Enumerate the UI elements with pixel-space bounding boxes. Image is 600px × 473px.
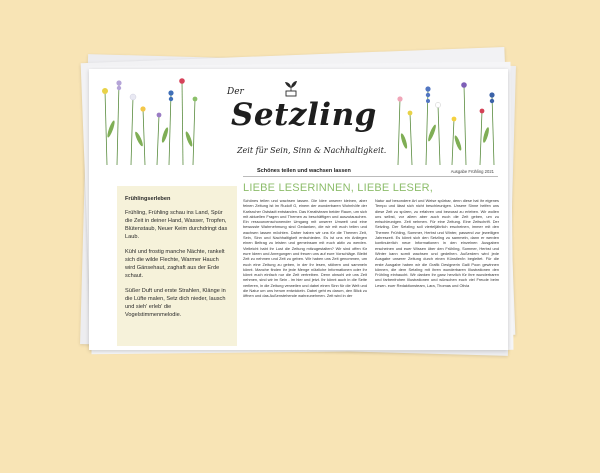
masthead — [89, 69, 508, 165]
header-divider — [243, 176, 498, 177]
setzling-logo — [223, 87, 377, 135]
poem-stanza: Frühling, Frühling schau ins Land, Spür die Zeit in deiner Hand, Wasser, Tropfen, Blütenstaub, Neuer Keim durchdringt das Laub. — [125, 210, 228, 240]
article-column-2: Natur auf besondere Art und Weise spürbar, denn diese hat ihr eigenes Tempo und lässt sich nicht beschleunigen. Unsere Sinne helfen uns diese Zeit zu spüren, zu erfahren und bewusst zu erleben. Wir wollen uns selbst, vor allem aber auch euch die Zeit geben, um zu entschleunigen. Zeit nehmen. Für eine Zeitung. Eine Zeitschrift. Der Setzling. Der Setzling soll vierteljährlich erscheinen, immer mit den Themen Frühling, Sommer, Herbst und Winter, passend zur jeweiligen Jahreszeit. Es könnt sich den Setzling zu sammeln, dann er werden kontinuierlich neue Informationen in den einzelnen Ausgaben erscheinen und euer Wissen über den Frühling, Sommer, Herbst und Winter kann somit wachsen und gedeihen. Außerdem wird jede Ausgabe unserer Zeitung durch einen Künstler/in begleitet. Für die erste Ausgabe haben wir die Grafik Designerin Gaili Poon gewinnen können, die dem Setzling mit ihren wunderbaren Illustrationen den Frühling einhaucht. Wir danken ihr ganz herzlich für ihre wunderbaren und farbenfrohen Illustrationen und wünschen euch viel Freude beim Lesen. euer Redaktionsteam, Lara, Thomas und Olivia — [375, 198, 499, 288]
issue-label: Ausgabe Frühling 2021 — [450, 169, 494, 174]
poem-stanza: Süßer Duft und erste Strahlen, Klänge in die Lüfte malen, Setz dich nieder, lausch und sieh' erleb' die Vogelstimmenmelodie. — [125, 288, 226, 318]
poem-title: Frühlingserleben — [125, 196, 171, 202]
masthead-subhead: Schönes teilen und wachsen lassen — [257, 168, 351, 174]
seedling-pot-icon — [281, 79, 301, 97]
poem-stanza: Kühl und frostig manche Nächte, rankelt sich die wilde Flechte, Warmer Hauch wird Gänsehaut, zaghaft aus der Erde schaut. — [125, 249, 225, 279]
article-column-1: Schönes teilen und wachsen lassen. Die Idee unserer kleinen, aber feinen Zeitung ist im Rudolf G, einem der wunderbaren Wohnhöfe der Karlsruher Oststadt entstanden. Das Kreativteam beider Raum, um sich mit aktuellen Fragen und Themen zu beschäftigen und auszutauschen. Ein ressourcenschonender Umgang mit unserer Umwelt und eine bewusste Wahrnehmung sind Gedanken, die wir mit euch teilen und wachsen lassen möchten. Daher haben wir uns für die Themen Zeit, Sein, Sinn und Nachhaltigkeit entschieden. Es ist uns ein Anliegen einen Beitrag zu leisten und gemeinsam mit euch aktiv zu werden. Vielleicht habt ihr Lust die Zeitung mitzugestalten? Wir sind offen für eure Ideen und Anregungen und freuen uns auf eure Vorschläge. Bleibt Zeit zu nehmen und Zeit zu geben. Wir haben uns Zeit genommen, um euch eine Zeitung zu geben, in der ihr lesen, stöbern und sammeln könnt. Manche finden ihr jede Menge nützliche Informationen oder ihr könnt euch einfach nur die Zeit vertreiben. Denn obwohl wir uns Zeit nehmen, sind wir im Sein - im hier und jetzt. Ihr könnt auch in die Seite verlieren, in die Zeitung verweilen und dabei einen Sinn für die Welt und die Natur um uns herum entwickeln. Dabei geht es darum, den Blick zu öffnen und das Außenstehende wahrzunehmen. Zeit wird in der — [243, 198, 367, 299]
logo-wordmark: Setzling — [231, 97, 377, 133]
poem-sidebar — [117, 186, 237, 346]
masthead-tagline: Zeit für Sein, Sinn & Nachhaltigkeit. — [237, 146, 387, 155]
logo-der-text: Der — [227, 87, 244, 97]
article-headline: LIEBE LESERINNEN, LIEBE LESER, — [243, 182, 434, 194]
newspaper-front-page — [89, 69, 508, 350]
flower-illustration-right — [388, 69, 508, 165]
flower-illustration-left — [89, 69, 209, 165]
